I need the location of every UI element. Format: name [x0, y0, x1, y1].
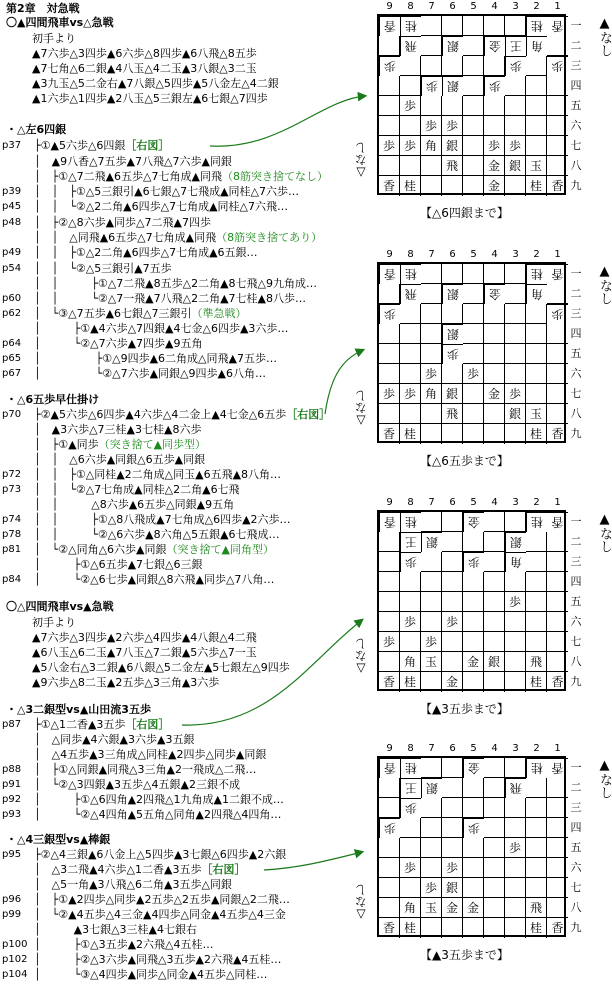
file-label: 7 — [428, 743, 435, 754]
board-piece: 歩 — [484, 136, 505, 156]
board-piece: 玉 — [421, 652, 442, 672]
board-caption: 【▲3五歩まで】 — [420, 702, 509, 716]
page-ref: p73 — [2, 484, 22, 495]
move-text: ├②▲5六歩△6四歩▲4六歩△4二金上▲4七金△6五歩 — [34, 408, 287, 421]
page-ref: p100 — [2, 939, 28, 950]
move-text: │ │ △8六歩▲6五歩△同銀▲9五角 — [34, 498, 235, 511]
board-piece: 香 — [547, 16, 568, 36]
page-ref: p81 — [2, 544, 22, 555]
board-piece: 桂 — [400, 918, 421, 938]
file-label: 5 — [470, 1, 477, 12]
board-piece: 桂 — [526, 264, 547, 284]
file-label: 2 — [533, 249, 540, 260]
rank-label: 六 — [570, 615, 582, 628]
board-piece: 歩 — [379, 384, 400, 404]
rank-label: 一 — [570, 267, 582, 280]
rank-label: 八 — [570, 159, 582, 172]
variation-note: （突き捨て▲同角型） — [166, 543, 274, 556]
board-piece: 歩 — [442, 858, 463, 878]
move-text: │ │ └②△2二角▲6四歩△7七角成▲同桂△7六飛… — [34, 200, 289, 213]
file-label: 2 — [533, 497, 540, 508]
board-piece: 香 — [379, 264, 400, 284]
rank-label: 九 — [570, 675, 582, 688]
rank-label: 六 — [570, 861, 582, 874]
board-piece: 銀 — [421, 532, 442, 552]
rank-label: 九 — [570, 179, 582, 192]
sente-hand: ▲なし — [597, 512, 612, 553]
file-label: 6 — [449, 743, 456, 754]
board-piece: 歩 — [463, 364, 484, 384]
board-piece: 香 — [547, 264, 568, 284]
board-piece: 歩 — [379, 136, 400, 156]
move-text: │ ▲3六歩△7三桂▲3七桂▲8六歩 — [34, 423, 202, 436]
sente-hand: ▲なし — [597, 264, 612, 305]
page-ref: p95 — [2, 849, 22, 860]
figure-reference: ［右図］ — [125, 718, 170, 731]
board-piece: 飛 — [505, 778, 526, 798]
page-ref: p93 — [2, 809, 22, 820]
move-text: ▲1六歩△1四歩▲2八玉△5三銀左▲6七銀△7四歩 — [32, 92, 268, 105]
board-piece: 歩 — [400, 798, 421, 818]
move-text: │ └②△3四銀▲3五歩△4五銀▲2三銀不成 — [34, 778, 240, 791]
board-piece: 歩 — [400, 384, 421, 404]
board-piece: 銀 — [442, 384, 463, 404]
board-piece: 歩 — [379, 56, 400, 76]
file-label: 1 — [554, 497, 561, 508]
board-piece: 桂 — [400, 16, 421, 36]
move-text: ├①△1二香▲3五歩 — [34, 718, 126, 731]
rank-label: 五 — [570, 99, 582, 112]
page-ref: p45 — [2, 201, 22, 212]
file-label: 6 — [449, 497, 456, 508]
move-text: │ ├①△7二飛▲6五歩△7七角成▲同飛 — [34, 170, 222, 183]
move-text: │ ├①▲2四歩△同歩▲2五歩△2五歩▲同銀△2二飛… — [34, 893, 290, 906]
board-piece: 銀 — [442, 324, 463, 344]
move-text: ・△左6四銀 — [6, 123, 67, 136]
board-piece: 桂 — [400, 512, 421, 532]
rank-label: 七 — [570, 139, 582, 152]
page-ref: p67 — [2, 368, 22, 379]
page-ref: p88 — [2, 764, 22, 775]
board-piece: 歩 — [421, 632, 442, 652]
board-piece: 金 — [484, 36, 505, 56]
board-piece: 歩 — [421, 878, 442, 898]
board-piece: 金 — [484, 156, 505, 176]
arrow-to-board-4 — [264, 852, 362, 870]
move-text: ▲7六歩△3四歩▲6六歩△8四歩▲6八飛△8五歩 — [32, 47, 257, 60]
rank-label: 八 — [570, 655, 582, 668]
rank-label: 五 — [570, 841, 582, 854]
board-piece: 玉 — [526, 404, 547, 424]
rank-label: 三 — [570, 801, 582, 814]
board-piece: 金 — [463, 652, 484, 672]
board-piece: 桂 — [526, 918, 547, 938]
file-label: 2 — [533, 743, 540, 754]
board-piece: 玉 — [421, 898, 442, 918]
board-piece: 香 — [379, 758, 400, 778]
move-text: │ └②△同角△6六歩▲同銀 — [34, 543, 167, 556]
move-text: │ △同歩▲4六銀▲3六歩▲3五銀 — [34, 733, 195, 746]
page-ref: p49 — [2, 247, 22, 258]
move-text: │ └②△7六歩▲7四歩▲9五角 — [34, 337, 203, 350]
board-piece: 香 — [547, 758, 568, 778]
board-piece: 銀 — [442, 284, 463, 304]
arrow-to-board-2 — [325, 350, 363, 414]
page-ref: p87 — [2, 719, 22, 730]
page-ref: p62 — [2, 308, 22, 319]
rank-label: 二 — [570, 781, 582, 794]
move-text: │ ├①▲同歩 — [34, 438, 99, 451]
file-label: 7 — [428, 1, 435, 12]
move-text: │ △5一角▲3八飛△6二角▲3五歩△同銀 — [34, 878, 232, 891]
rank-label: 一 — [570, 19, 582, 32]
board-piece: 桂 — [526, 424, 547, 444]
move-text: ├②△4三銀▲6八金上△5四歩▲3七銀△6四歩▲2六銀 — [34, 848, 287, 861]
board-piece: 桂 — [400, 424, 421, 444]
board-caption: 【▲3五歩まで】 — [420, 948, 509, 962]
rank-label: 七 — [570, 635, 582, 648]
move-text: │ └②△6七歩▲同銀△8六飛▲同歩△7八角… — [34, 573, 275, 586]
move-text: ▲7七角△6二銀▲4八玉△4二玉▲3八銀△3二玉 — [32, 62, 257, 75]
move-text: │ ▲9八香△7五歩▲7八飛△7六歩▲同銀 — [34, 155, 232, 168]
page-ref: p91 — [2, 779, 22, 790]
board-piece: 歩 — [442, 116, 463, 136]
board-piece: 香 — [551, 921, 564, 935]
board-piece: 歩 — [379, 304, 400, 324]
move-text: │ │ └②△7七角成▲同桂△2二角▲6七飛 — [34, 483, 240, 496]
file-label: 5 — [470, 249, 477, 260]
rank-label: 一 — [570, 515, 582, 528]
file-label: 9 — [386, 1, 393, 12]
page-ref: p102 — [2, 954, 28, 965]
board-piece: 歩 — [463, 552, 484, 572]
board-piece: 桂 — [400, 176, 421, 196]
board-piece: 金 — [463, 898, 484, 918]
file-label: 3 — [512, 249, 519, 260]
board-piece: 歩 — [505, 384, 526, 404]
board-piece: 飛 — [400, 284, 421, 304]
board-piece: 金 — [442, 898, 463, 918]
move-text: │ ├②△3六歩▲同飛△3五歩▲2六飛▲4五桂… — [34, 953, 282, 966]
board-piece: 歩 — [463, 818, 484, 838]
board-piece: 歩 — [400, 552, 421, 572]
move-text: ・△6五歩早仕掛け — [6, 393, 100, 406]
gote-hand: △なし — [354, 390, 368, 428]
move-text: │ ├①△6五歩▲7七銀△6三銀 — [34, 558, 203, 571]
page-ref: p99 — [2, 909, 22, 920]
rank-label: 九 — [570, 427, 582, 440]
board-piece: 歩 — [442, 344, 463, 364]
rank-label: 四 — [570, 327, 582, 340]
move-text: │ └③△4四歩▲同歩△同金▲4五歩△同桂… — [34, 968, 268, 981]
board-piece: 銀 — [442, 36, 463, 56]
board-piece: 桂 — [526, 672, 547, 692]
move-text: │ ├①△同銀▲同飛△3三角▲2一飛成△二飛… — [34, 763, 257, 776]
move-text: │ ▲3七銀△3三桂▲4七銀右 — [34, 923, 197, 936]
move-text: ├①▲5六歩△6四銀 — [34, 139, 126, 152]
variation-note: （8筋突き捨てなし） — [221, 170, 328, 183]
board-piece: 香 — [547, 512, 568, 532]
gote-hand: △なし — [354, 884, 368, 922]
board-piece: 飛 — [526, 652, 547, 672]
file-label: 1 — [554, 1, 561, 12]
move-text: ▲7六歩△3四歩▲2六歩△4四歩▲4八銀△4二飛 — [32, 631, 257, 644]
rank-label: 四 — [570, 821, 582, 834]
board-piece: 桂 — [400, 264, 421, 284]
file-label: 1 — [554, 743, 561, 754]
arrow-to-board-3 — [182, 620, 362, 725]
board-piece: 銀 — [505, 532, 526, 552]
rank-label: 八 — [570, 407, 582, 420]
board-piece: 歩 — [421, 76, 442, 96]
board-piece: 香 — [379, 16, 400, 36]
file-label: 3 — [512, 743, 519, 754]
move-text: 〇△四間飛車vs▲急戦 — [6, 600, 114, 613]
move-text: │ ├①△9四歩▲6二角成△同飛▲7五歩… — [34, 352, 277, 365]
move-text: │ △3二飛▲4六歩△1二香▲3五歩 — [34, 863, 202, 876]
move-text: │ │ └②△7一飛▲7八飛△2二角▲7七桂▲8八歩… — [34, 292, 307, 305]
board-piece: 王 — [400, 778, 421, 798]
variation-note: （8筋突き捨てあり） — [216, 231, 323, 244]
file-label: 4 — [491, 249, 498, 260]
page-ref: p60 — [2, 293, 22, 304]
board-piece: 銀 — [421, 778, 442, 798]
board-piece: 角 — [526, 284, 547, 304]
move-text: 〇▲四間飛車vs△急戦 — [6, 16, 114, 29]
board-piece: 歩 — [400, 136, 421, 156]
board-piece: 角 — [505, 552, 526, 572]
variation-note: （準急戦） — [191, 307, 247, 320]
move-text: ▲3九玉△5二金右▲7八銀△5四歩▲5八金左△4二銀 — [32, 77, 279, 90]
rank-label: 七 — [570, 387, 582, 400]
page-ref: p74 — [2, 514, 22, 525]
move-text: │ │ ├①△同桂▲2二角成△同玉▲6五飛▲8八角… — [34, 468, 282, 481]
gote-hand: △なし — [354, 638, 368, 676]
file-label: 5 — [470, 743, 477, 754]
sente-hand: ▲なし — [597, 758, 612, 799]
board-piece: 香 — [551, 427, 564, 441]
board-piece: 香 — [551, 179, 564, 193]
rank-label: 五 — [570, 595, 582, 608]
figure-reference: ［右図］ — [201, 863, 246, 876]
file-label: 7 — [428, 497, 435, 508]
arrow-to-board-1 — [210, 96, 365, 146]
board-piece: 歩 — [547, 304, 568, 324]
board-piece: 香 — [379, 672, 400, 692]
board-piece: 歩 — [547, 56, 568, 76]
file-label: 6 — [449, 249, 456, 260]
board-piece: 桂 — [400, 672, 421, 692]
figure-reference: ［右図］ — [125, 139, 170, 152]
move-text: │ │ ├①△5三銀引▲6七銀△7七飛成▲同桂△7六歩… — [34, 185, 300, 198]
rank-label: 一 — [570, 761, 582, 774]
page-ref: p37 — [2, 140, 22, 151]
rank-label: 九 — [570, 921, 582, 934]
board-piece: 歩 — [379, 818, 400, 838]
file-label: 3 — [512, 1, 519, 12]
board-piece: 歩 — [379, 632, 400, 652]
board-caption: 【△6四銀まで】 — [420, 206, 509, 220]
board-piece: 銀 — [442, 76, 463, 96]
move-text: │ │ ├①△2二角▲6四歩△7七角成▲6五銀… — [34, 246, 258, 259]
move-text: │ │ └②△5三銀引▲7五歩 — [34, 262, 172, 275]
board-piece: 角 — [400, 898, 421, 918]
move-text: │ │ △同飛▲6五歩△7七角成▲同飛 — [34, 231, 217, 244]
file-label: 8 — [407, 1, 414, 12]
move-text: │ ├②△8六歩▲同歩△7二飛▲7四歩 — [34, 216, 211, 229]
file-label: 7 — [428, 249, 435, 260]
board-piece: 歩 — [421, 116, 442, 136]
move-text: ▲5八金右△3二銀▲6八銀△5二金左▲5七銀左△9四歩 — [32, 661, 290, 674]
rank-label: 六 — [570, 367, 582, 380]
board-piece: 歩 — [505, 592, 526, 612]
board-piece: 歩 — [505, 56, 526, 76]
page-ref: p64 — [2, 338, 22, 349]
variation-note: （突き捨て▲同歩型） — [98, 438, 207, 451]
move-text: │ △4五歩▲3三角成△同桂▲2四歩△同歩▲同銀 — [34, 748, 267, 761]
move-text: │ │ └②△6六歩▲8六角△5五銀▲6七飛成… — [34, 528, 280, 541]
rank-label: 七 — [570, 881, 582, 894]
rank-label: 二 — [570, 535, 582, 548]
board-piece: 歩 — [505, 136, 526, 156]
file-label: 4 — [491, 743, 498, 754]
board-piece: 金 — [463, 512, 484, 532]
board-piece: 香 — [379, 918, 400, 938]
board-piece: 香 — [379, 424, 400, 444]
file-label: 1 — [554, 249, 561, 260]
page-ref: p65 — [2, 353, 22, 364]
file-label: 4 — [491, 1, 498, 12]
move-text: 第2章 対急戦 — [6, 2, 80, 15]
page-ref: p78 — [2, 529, 22, 540]
board-piece: 銀 — [484, 652, 505, 672]
board-piece: 飛 — [400, 36, 421, 56]
board-piece: 桂 — [526, 758, 547, 778]
move-text: │ │ △6六歩▲同銀△6五歩▲同銀 — [34, 453, 206, 466]
move-text: │ └②△7六歩▲同銀△9四歩▲6八角… — [34, 367, 266, 380]
page-ref: p54 — [2, 263, 22, 274]
page-ref: p48 — [2, 217, 22, 228]
file-label: 2 — [533, 1, 540, 12]
page-ref: p104 — [2, 969, 28, 980]
board-piece: 王 — [505, 36, 526, 56]
rank-label: 三 — [570, 307, 582, 320]
rank-label: 二 — [570, 39, 582, 52]
board-piece: 歩 — [442, 612, 463, 632]
move-text: │ └②▲4五歩△4三金▲4四歩△同金▲4五歩△4三金 — [34, 908, 286, 921]
page-ref: p84 — [2, 574, 22, 585]
file-label: 5 — [470, 497, 477, 508]
rank-label: 三 — [570, 59, 582, 72]
board-piece: 金 — [484, 284, 505, 304]
page-ref: p96 — [2, 894, 22, 905]
move-text: │ │ ├①△8八飛成▲7七角成△6四歩▲2六歩… — [34, 513, 291, 526]
rank-label: 二 — [570, 287, 582, 300]
board-piece: 銀 — [442, 136, 463, 156]
board-piece: 角 — [526, 36, 547, 56]
board-piece: 歩 — [400, 96, 421, 116]
board-piece: 歩 — [400, 612, 421, 632]
board-piece: 桂 — [526, 176, 547, 196]
board-piece: 銀 — [442, 878, 463, 898]
board-piece: 銀 — [505, 404, 526, 424]
page-ref: p92 — [2, 794, 22, 805]
move-text: │ └②△4四角▲5五角△同角▲2四飛△4四角… — [34, 808, 282, 821]
move-text: ・△4三銀型vs▲棒銀 — [6, 833, 111, 846]
sente-hand: ▲なし — [597, 16, 612, 57]
board-piece: 金 — [484, 384, 505, 404]
board-piece: 歩 — [400, 858, 421, 878]
board-piece: 金 — [484, 176, 505, 196]
board-piece: 桂 — [400, 758, 421, 778]
file-label: 8 — [407, 249, 414, 260]
board-piece: 歩 — [421, 364, 442, 384]
file-label: 8 — [407, 743, 414, 754]
rank-label: 五 — [570, 347, 582, 360]
rank-label: 六 — [570, 119, 582, 132]
move-text: │ └③△7五歩▲6七銀△7三銀引 — [34, 307, 192, 320]
file-label: 9 — [386, 249, 393, 260]
file-label: 6 — [449, 1, 456, 12]
board-piece: 角 — [421, 136, 442, 156]
page-ref: p72 — [2, 469, 22, 480]
move-text: │ ├①▲4六歩△7四銀▲4七金△6四歩▲3六歩… — [34, 322, 289, 335]
file-label: 8 — [407, 497, 414, 508]
board-piece: 玉 — [526, 156, 547, 176]
gote-hand: △なし — [354, 142, 368, 180]
board-piece: 銀 — [505, 156, 526, 176]
move-text: │ ├①△6四角▲2四飛△1九角成▲1二銀不成… — [34, 793, 284, 806]
rank-label: 四 — [570, 79, 582, 92]
move-text: ▲9六歩△8二玉▲2五歩△3三角▲3六歩 — [32, 676, 220, 689]
board-piece: 金 — [442, 672, 463, 692]
page-ref: p70 — [2, 409, 22, 420]
board-piece: 角 — [421, 384, 442, 404]
rank-label: 四 — [570, 575, 582, 588]
move-text: 初手より — [32, 616, 76, 629]
figure-reference: ［右図］ — [286, 408, 331, 421]
file-label: 4 — [491, 497, 498, 508]
board-piece: 飛 — [526, 898, 547, 918]
file-label: 9 — [386, 743, 393, 754]
board-piece: 香 — [379, 176, 400, 196]
file-label: 3 — [512, 497, 519, 508]
file-label: 9 — [386, 497, 393, 508]
move-text: │ ├①△3五歩▲2六飛△4五桂… — [34, 938, 214, 951]
board-piece: 金 — [463, 758, 484, 778]
rank-label: 三 — [570, 555, 582, 568]
board-piece: 飛 — [442, 404, 463, 424]
move-text: ・△3二銀型vs▲山田流3五歩 — [6, 703, 151, 716]
move-text: 初手より — [32, 32, 76, 45]
board-piece: 飛 — [442, 156, 463, 176]
board-piece: 角 — [400, 652, 421, 672]
board-piece: 桂 — [526, 16, 547, 36]
board-piece: 王 — [400, 532, 421, 552]
board-piece: 歩 — [484, 76, 505, 96]
rank-label: 八 — [570, 901, 582, 914]
board-piece: 歩 — [505, 838, 526, 858]
move-text: ▲6八玉△6二玉▲7八玉△7二銀▲5六歩△7一玉 — [32, 646, 257, 659]
page-ref: p39 — [2, 186, 22, 197]
board-piece: 香 — [551, 675, 564, 689]
board-piece: 香 — [379, 512, 400, 532]
board-piece: 桂 — [526, 512, 547, 532]
move-text: │ │ ├①△7二飛▲8五歩△2二角▲8七飛△9九角成… — [34, 277, 318, 290]
board-caption: 【△6五歩まで】 — [420, 454, 509, 468]
